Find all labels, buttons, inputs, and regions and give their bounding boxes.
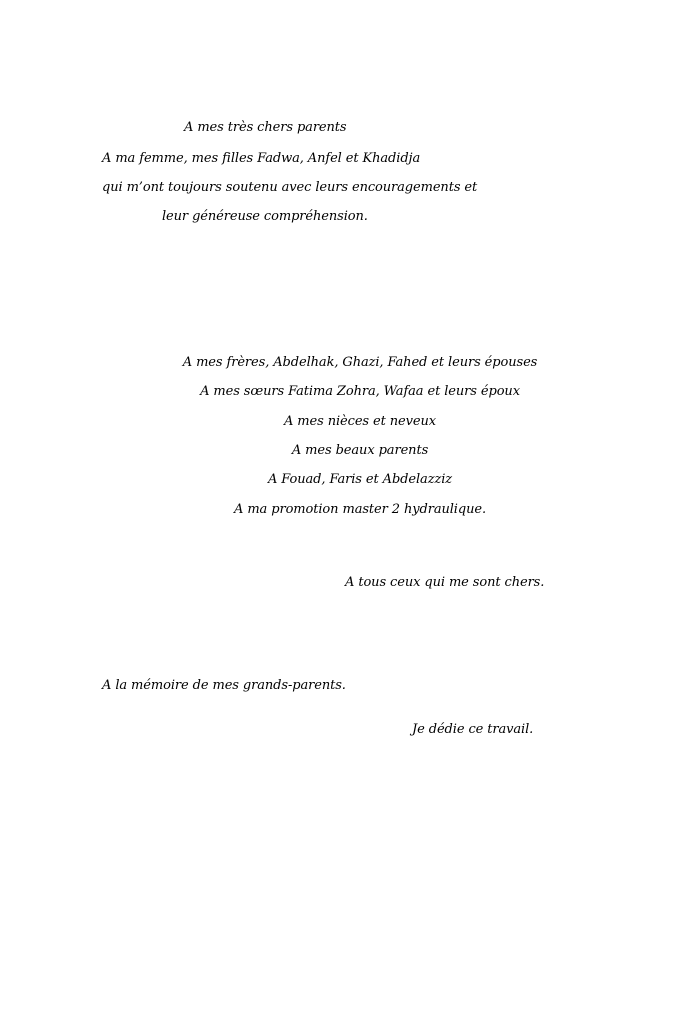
dedication-line-in-laws: A mes beaux parents	[291, 443, 429, 458]
dedication-line-promotion: A ma promotion master 2 hydraulique.	[234, 502, 486, 517]
dedication-line-support: qui m’ont toujours soutenu avec leurs encouragements et	[102, 180, 478, 195]
dedication-line-understanding: leur généreuse compréhension.	[162, 209, 368, 224]
dedication-line-sisters: A mes sœurs Fatima Zohra, Wafaa et leurs époux	[200, 384, 520, 399]
dedication-line-memory: A la mémoire de mes grands-parents.	[102, 678, 346, 693]
dedication-line-brothers: A mes frères, Abdelhak, Ghazi, Fahed et leurs épouses	[182, 355, 538, 370]
dedication-line-nieces-nephews: A mes nièces et neveux	[283, 414, 436, 429]
dedication-line-wife-daughters: A ma femme, mes filles Fadwa, Anfel et Khadidja	[102, 151, 421, 166]
dedication-line-parents: A mes très chers parents	[184, 120, 347, 135]
dedication-line-closing: Je dédie ce travail.	[412, 722, 534, 737]
dedication-line-friends: A Fouad, Faris et Abdelazziz	[267, 472, 453, 487]
dedication-line-all-dear: A tous ceux qui me sont chers.	[345, 575, 545, 590]
